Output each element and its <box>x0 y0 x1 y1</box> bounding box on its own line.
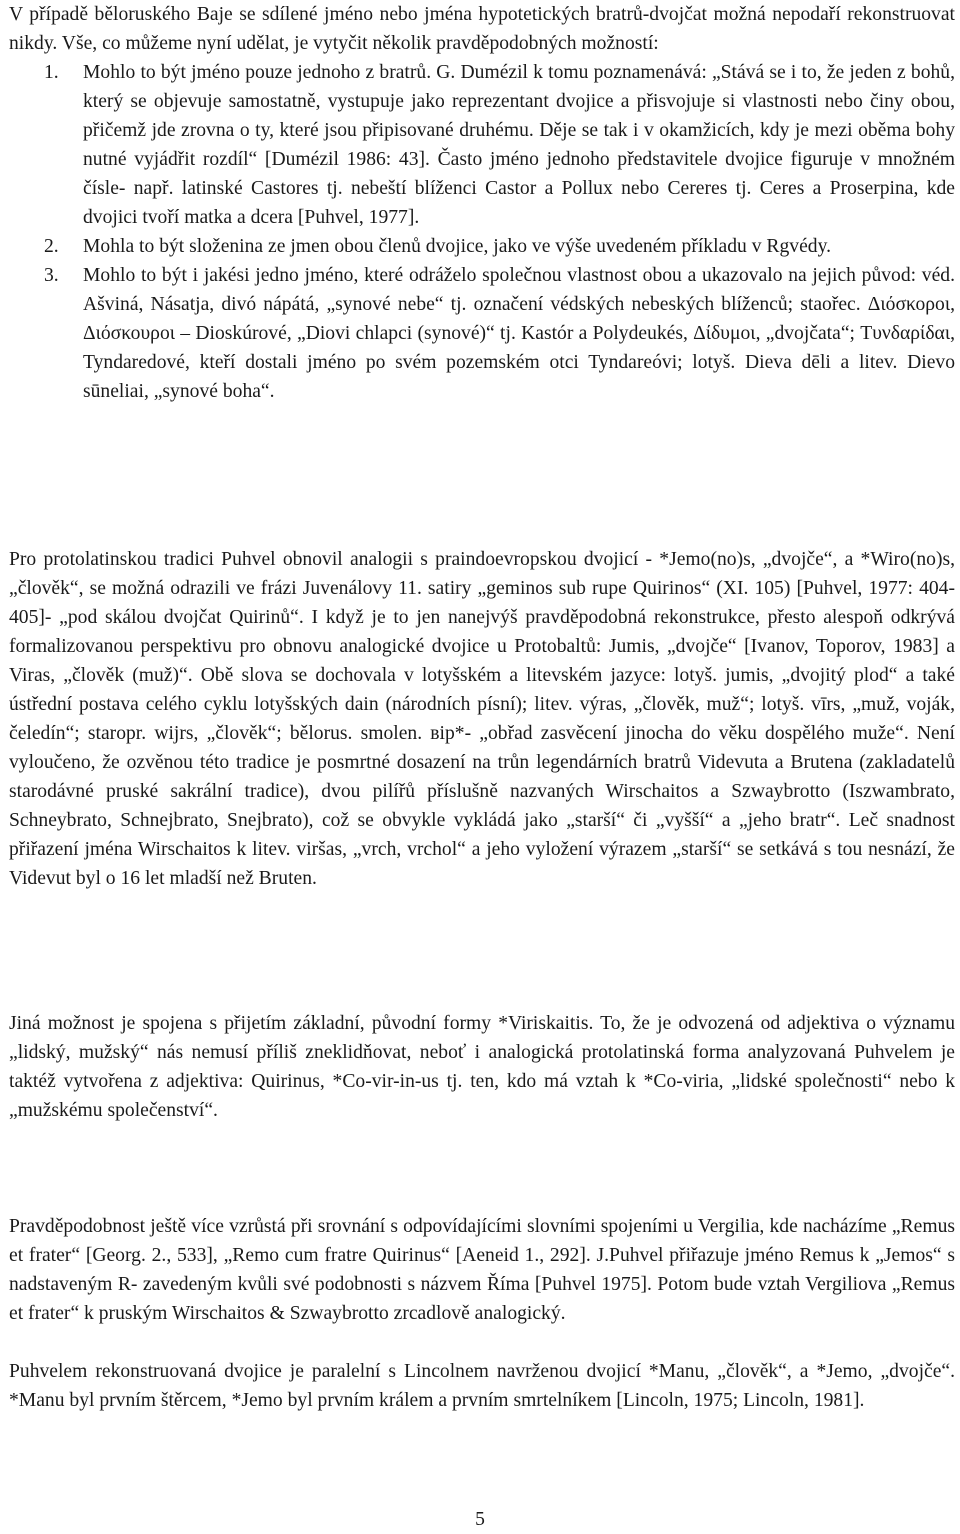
intro-paragraph: V případě běloruského Baje se sdílené jméno nebo jména hypotetických bratrů-dvojčat možná nepodaří rekonstruovat nikdy. Vše, co můžeme nyní udělat, je vytyčit několik pravděpodobných možností: <box>9 4 955 54</box>
list-item <box>44 261 955 406</box>
possibilities-list <box>44 58 955 406</box>
list-item-text: Mohlo to být i jakési jedno jméno, které odráželo společnou vlastnost obou a ukazovalo na jejich původ: véd. Ašviná, Násatja, divó nápátá, „synové nebe“ tj. označení védských nebeských blíženců; staořec. Διόσκοροι, Διόσκουροι – Dioskúrové, „Diovi chlapci (synové)“ tj. Kastór a Polydeukés, Δίδυμοι, „dvojčata“; Τυνδαρίδαι, Tyndaredové, kteří dostali jméno po svém pozemském otci Tyndareóvi; lotyš. Dieva dēli a litev. Dievo sūneliai, „synové boha“. <box>83 265 955 402</box>
list-item <box>44 232 955 261</box>
list-item-text: Mohla to být složenina ze jmen obou členů dvojice, jako ve výše uvedeném příkladu v Rgvédy. <box>83 236 831 257</box>
page-number: 5 <box>475 1509 485 1530</box>
list-item-number: 2. <box>44 236 59 257</box>
paragraph-vergilius: Pravděpodobnost ještě více vzrůstá při srovnání s odpovídajícími slovními spojeními u Vergilia, kde nacházíme „Remus et frater“ [Georg. 2., 533], „Remo cum fratre Quirinus“ [Aeneid 1., 292]. J.Puhvel přiřazuje jméno Remus k „Jemos“ s nadstaveným R- zavedeným kvůli své podobnosti s názvem Říma [Puhvel 1975]. Potom bude vztah Vergiliova „Remus et frater“ k pruským Wirschaitos & Szwaybrotto zrcadlově analogický. <box>9 1216 955 1324</box>
paragraph-lincoln: Puhvelem rekonstruovaná dvojice je paralelní s Lincolnem navrženou dvojicí *Manu, „člověk“, a *Jemo, „dvojče“. *Manu byl prvním štěrcem, *Jemo byl prvním králem a prvním smrtelníkem [Lincoln, 1975; Lincoln, 1981]. <box>9 1361 955 1411</box>
list-item-number: 1. <box>44 62 59 83</box>
list-item <box>44 58 955 232</box>
paragraph-viriskaitis: Jiná možnost je spojena s přijetím základní, původní formy *Viriskaitis. To, že je odvozená od adjektiva o významu „lidský, mužský“ nás nemusí příliš zneklidňovat, neboť i analogická protolatinská forma analyzovaná Puhvelem je taktéž vytvořena z adjektiva: Quirinus, *Co-vir-in-us tj. ten, kdo má vztah k *Co-viria, „lidské společnosti“ nebo k „mužskému společenství“. <box>9 1013 955 1121</box>
list-item-text: Mohlo to být jméno pouze jednoho z bratrů. G. Dumézil k tomu poznamenává: „Stává se i to, že jeden z bohů, který se objevuje samostatně, vystupuje jako reprezentant dvojice a přisvojuje si vlastnosti nebo činy obou, přičemž jde zrovna o ty, které jsou připisované druhému. Děje se tak i v okamžicích, kdy je mezi oběma bohy nutné vyjádřit rozdíl“ [Dumézil 1986: 43]. Často jméno jednoho představitele dvojice figuruje v množném čísle- např. latinské Castores tj. nebeští blíženci Castor a Pollux nebo Cereres tj. Ceres a Proserpina, kde dvojici tvoří matka a dcera [Puhvel, 1977]. <box>83 62 955 228</box>
list-item-number: 3. <box>44 265 59 286</box>
paragraph-protolatin-tradition: Pro protolatinskou tradici Puhvel obnovil analogii s praindoevropskou dvojicí - *Jemo(no)s, „dvojče“, a *Wiro(no)s, „člověk“, se možná odrazili ve frázi Juvenálovy 11. satiry „geminos sub rupe Quirinos“ (XI. 105) [Puhvel, 1977: 404-405]- „pod skálou dvojčat Quirinů“. I když je to jen nanejvýš pravděpodobná rekonstrukce, přesto alespoň odkrývá formalizovanou perspektivu pro obnovu analogické dvojice u Protobaltů: Jumis, „dvojče“ [Ivanov, Toporov, 1983] a Viras, „člověk (muž)“. Obě slova se dochovala v lotyšském a litevském jazyce: lotyš. jumis, „dvojitý plod“ a také ústřední postava celého cyklu lotyšských dain (národních písní); litev. výras, „člověk, muž“; lotyš. vīrs, „muž, voják, čeledín“; staropr. wijrs, „člověk“; bělorus. smolen. вір*- „obřad zasvěcení jinocha do věku dospělého muže“. Není vyloučeno, že ozvěnou této tradice je posmrtné dosazení na trůn legendárních bratrů Videvuta a Brutena (zakladatelů starodávné pruské sakrální tradice), dvou pilířů příslušně nazvaných Wirschaitos a Szwaybrotto (Iszwambrato, Schneybrato, Schnejbrato, Snejbrato), což se obvykle vykládá jako „starší“ či „vyšší“ a „jeho bratr“. Leč snadnost přiřazení jména Wirschaitos k litev. viršas, „vrch, vrchol“ a jeho vyložení výrazem „starší“ se setkává s tou nesnází, že Videvut byl o 16 let mladší než Bruten. <box>9 549 955 889</box>
